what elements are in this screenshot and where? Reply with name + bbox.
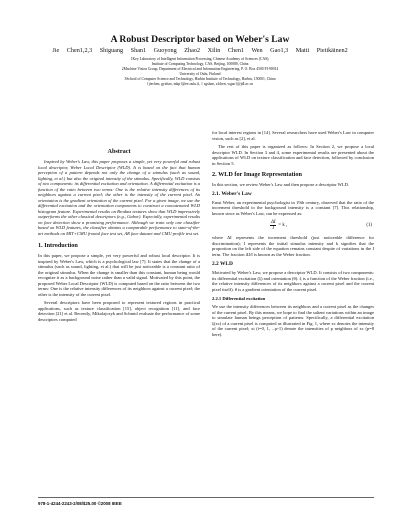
introduction-heading: 1. Introduction	[38, 242, 78, 249]
section-2-2-text: Motivated by Weber's Law, we propose a descriptor WLD. It consists of two components: its differential excitation (ξ) and orientation (θ). ξ is a function of the Weber fraction (i.e., the relative intensity differences of its neighbors against a current pixel and the current pixel itself). θ is a gradient orientation of the current pixel.	[212, 270, 374, 292]
author-list: Jie Chen1,2,3 Shiguang Shan1 Guoyong Zhao2 Xilin Chen1 Wen Gao1,3 Matti Pietikäinen2	[52, 47, 348, 54]
fraction-numerator: ΔI	[271, 220, 276, 225]
affiliation-line-4: University of Oulu, Finland	[179, 72, 221, 76]
section-2-2-1-text: We use the intensity differences between its neighbors and a current pixel as the changes of the current pixel. By this means, we hope to find the salient variations within an image to simulate human beings perception of patterns. Specifically, a differential excitation ξ(xc) of a current pixel is computed as illustrated in Fig. 1, where xc denotes the intensity of the current pixel; xi (i=0, 1, ...p-1) denote the intensities of p neighbors of xc (p=8 here).	[212, 304, 374, 337]
affiliation-line-5: 3School of Computer Science and Technology, Harbin Institute of Technology, Harbin, 150001, China	[124, 77, 276, 81]
abstract-text: Inspired by Weber's Law, this paper proposes a simple, yet very powerful and robust local descriptor, Weber Local Descriptor (WLD). It is based on the fact that human perception of a pattern depends not only the change of a stimulus (such as sound, lighting, et al.) but also the original intensity of the stimulus. Specifically, WLD consists of two components: its differential excitation and orientation. A differential excitation is a function of the ratio between two terms: One is the relative intensity differences of its neighbors against a current pixel; the other is the intensity of the current pixel. An orientation is the gradient orientation of the current pixel. For a given image, we use the differential excitation and the orientation components to construct a concatenated WLD histogram feature. Experimental results on Brodatz textures show that WLD impressively outperforms the other classical descriptors (e.g., Gabor). Especially, experimental results on face detection show a promising performance. Although we train only one classifier based on WLD features, the classifier obtains a comparable performance to state-of-the-art methods on MIT+CMU frontal face test set, AR face dataset and CMU profile test set.	[38, 159, 200, 236]
abstract-heading: Abstract	[107, 148, 131, 155]
affiliation-line-1: 1Key Laboratory of Intelligent Information Processing, Chinese Academy of Sciences (CAS),	[130, 57, 270, 61]
section-2-2-1-heading: 2.2.1 Differential excitation	[212, 296, 266, 301]
equation-number: (1)	[366, 223, 372, 228]
organization-paragraph: The rest of this paper is organized as follows: In Section 2, we propose a local descriptor WLD. In Section 3 and 4, some experimental results are presented about the applications of WLD on texture classification and face detection, followed by conclusion in Section 5.	[212, 144, 374, 166]
section-2-2-heading: 2.2 WLD	[212, 261, 233, 267]
weber-fraction	[270, 220, 276, 231]
right-continuation-text: for local interest regions in [14]. Several researchers have used Weber's Law in computer vision, such as [2], et al.	[212, 130, 374, 141]
paper-title: A Robust Descriptor based on Weber's Law	[110, 34, 290, 45]
section-2-text: In this section, we review Weber's Law and then propose a descriptor WLD.	[212, 182, 349, 187]
affiliation-line-3: 2Machine Vision Group, Department of Electrical and Information Engineering, P. O. Box 4500 FI-90014	[121, 67, 279, 71]
weber-equation	[212, 220, 374, 231]
fraction-denominator: I	[272, 226, 275, 231]
section-2-1-text: Ernst Weber, an experimental psychologist in 19th century, observed that the ratio of the increment threshold to the background intensity is a constant [7]. This relationship, known since as Weber's Law, can be expressed as:	[212, 199, 374, 216]
contact-emails: {jiechen, gyzhao, mkp}@ee.oulu.fi, { sgshan, xlchen, wgao}@jdl.ac.cn	[146, 82, 254, 86]
left-column	[38, 148, 200, 325]
equation-rhs: = k ,	[278, 223, 288, 228]
copyright-footer: 978-1-4244-2243-2/08/$25.00 ©2008 IEEE	[38, 501, 122, 506]
section-2-1-heading: 2.1. Weber's Law	[212, 190, 252, 197]
intro-paragraph-1: In this paper, we propose a simple, yet very powerful and robust local descriptor. It is inspired by Weber's Law, which is a psychological law [7]. It states that the change of a stimulus (such as sound, lighting, et al.) that will be just noticeable is a constant ratio of the original stimulus. When the change is smaller than this constant, human being would recognize it as a background noise rather than a valid signal. Motivated by this point, the proposed Weber Local Descriptor (WLD) is computed based on the ratio between the two terms: One is the relative intensity differences of its neighbors against a current pixel; the other is the intensity of the current pixel.	[38, 253, 200, 297]
footer-divider	[38, 497, 374, 498]
affiliation-line-2: Institute of Computing Technology, CAS, Beijing, 100080, China	[151, 62, 249, 66]
section-2-heading: 2. WLD for Image Representation	[212, 171, 302, 178]
right-column	[212, 130, 374, 340]
equation-explanation: where ΔI represents the increment threshold (just noticeable difference for discrimination); I represents the initial stimulus intensity and k signifies that the proportion on the left side of the equation remains constant despite of variations in the I term. The fraction ΔI/I is known as the Weber fraction.	[212, 235, 374, 257]
intro-paragraph-2: Several descriptors have been proposed to represent textured regions in practical applications, such as texture classification [15], object recognition [11], and face detection [21] et al. Recently, Mikolajczyk and Schmid evaluate the performance of some descriptors computed	[38, 300, 200, 322]
